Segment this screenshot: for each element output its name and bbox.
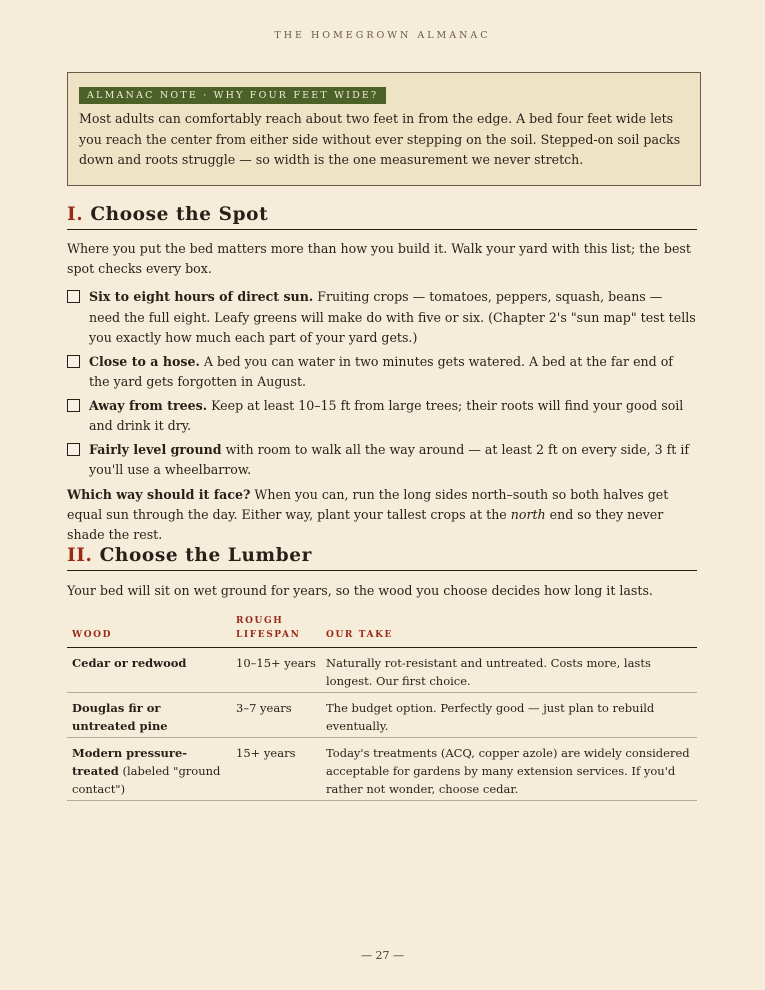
header-lifespan: ROUGH LIFESPAN (231, 610, 321, 648)
checklist-item (67, 396, 697, 437)
section-intro: Your bed will sit on wet ground for years, so the wood you choose decides how long it lasts. (67, 583, 653, 598)
cell-lifespan: 15+ years (231, 738, 321, 801)
checkbox[interactable] (67, 290, 80, 303)
orientation-text: When you can, run the long sides north–south so both halves get equal sun through the day. Either way, plant your tallest crops at the (67, 487, 669, 522)
wood-name: Cedar or redwood (72, 656, 187, 670)
checklist-item (67, 287, 697, 349)
table-header-row (67, 610, 697, 648)
item-text: Keep at least 10–15 ft from large trees; their roots will find your good soil and drink it dry. (89, 397, 684, 433)
section-number: I. (67, 204, 84, 225)
checkbox[interactable] (67, 355, 80, 368)
cell-lifespan: 10–15+ years (231, 648, 321, 693)
checklist-item (67, 352, 697, 393)
orientation-emphasis: north (510, 507, 546, 522)
cell-take: The budget option. Perfectly good — just plan to rebuild eventually. (321, 693, 697, 738)
checklist-item (67, 440, 697, 481)
cell-wood (67, 738, 231, 801)
almanac-note (67, 72, 701, 186)
table-row (67, 648, 697, 693)
section-title: Choose the Spot (90, 204, 269, 225)
checkbox[interactable] (67, 443, 80, 456)
wood-name: Douglas fir or untreated pine (72, 701, 168, 733)
cell-lifespan: 3–7 years (231, 693, 321, 738)
item-lead: Fairly level ground (89, 441, 222, 457)
header-take: OUR TAKE (321, 610, 697, 648)
cell-wood (67, 648, 231, 693)
section-heading-lumber (67, 545, 697, 571)
item-lead: Away from trees. (89, 397, 208, 413)
running-head: THE HOMEGROWN ALMANAC (274, 30, 491, 41)
wood-note: (labeled "ground contact") (72, 764, 221, 796)
cell-take: Today's treatments (ACQ, copper azole) are widely considered acceptable for gardens by many extension services. If you'd rather not wonder, choose cedar. (321, 738, 697, 801)
item-lead: Six to eight hours of direct sun. (89, 289, 314, 304)
cell-wood (67, 693, 231, 738)
page-number: — 27 — (361, 949, 404, 962)
section-heading-spot (67, 204, 697, 230)
section-intro: Where you put the bed matters more than how you build it. Walk your yard with this list; the best spot checks every box. (67, 241, 691, 276)
checkbox[interactable] (67, 399, 80, 412)
note-body: Most adults can comfortably reach about two feet in from the edge. A bed four feet wide lets you reach the center from either side without ever stepping on the soil. Stepped-on soil packs down and roots struggle — so width is the one measurement we never stretch. (79, 111, 681, 167)
cell-take: Naturally rot-resistant and untreated. Costs more, lasts longest. Our first choice. (321, 648, 697, 693)
lumber-table (67, 610, 697, 801)
site-checklist (67, 287, 697, 484)
wood-name: Modern pressure-treated (72, 746, 188, 778)
item-text: Fruiting crops — tomatoes, peppers, squash, beans — need the full eight. Leafy greens will make do with five or six. (Chapter 2's "sun map" test tells you exactly how much each part of your yard gets.) (89, 289, 696, 345)
table-row (67, 693, 697, 738)
item-text: A bed you can water in two minutes gets watered. A bed at the far end of the yard gets forgotten in August. (89, 353, 673, 389)
orientation-tail: end so they never shade the rest. (67, 507, 664, 542)
orientation-lead: Which way should it face? (67, 487, 251, 502)
section-title: Choose the Lumber (99, 545, 312, 566)
section-number: II. (67, 545, 93, 566)
item-lead: Close to a hose. (89, 353, 200, 369)
note-tag: ALMANAC NOTE · WHY FOUR FEET WIDE? (79, 87, 386, 104)
table-row (67, 738, 697, 801)
item-text: with room to walk all the way around — at least 2 ft on every side, 3 ft if you'll use a wheelbarrow. (89, 441, 690, 477)
orientation-paragraph (67, 485, 697, 545)
header-wood: WOOD (67, 610, 231, 648)
